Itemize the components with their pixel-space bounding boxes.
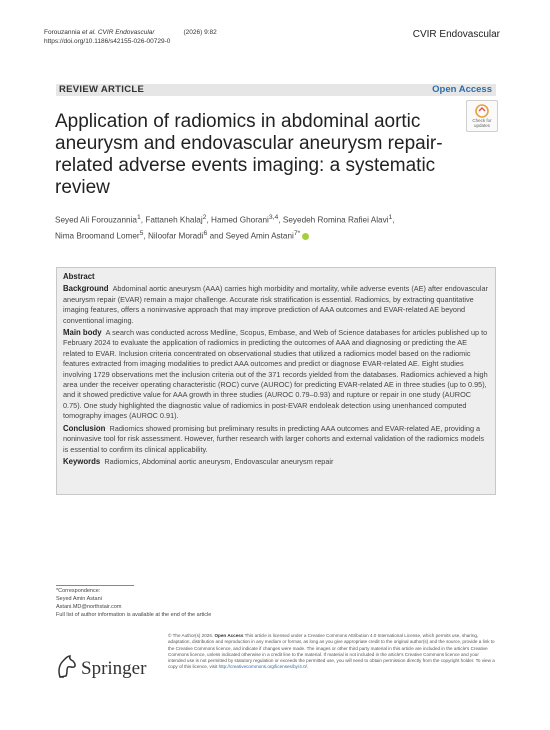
check-for-updates-line1: Check for [472, 118, 492, 123]
check-for-updates-icon [475, 104, 489, 118]
article-type-bar [56, 84, 496, 96]
correspondence-email[interactable]: Astani.MD@northstair.com [56, 604, 122, 610]
citation-year: (2026) 9:82 [183, 29, 217, 36]
author-separator: , [143, 231, 149, 241]
citation-journal: CVIR Endovascular [97, 29, 155, 36]
abstract-main-body [63, 328, 490, 422]
author-affiliation: 5 [139, 229, 144, 237]
journal-name: CVIR Endovascular [412, 29, 500, 40]
copyright-text: © The Author(s) 2026. [168, 633, 214, 638]
keywords-label: Keywords [63, 456, 101, 466]
abstract-keywords [63, 457, 490, 467]
author-list [55, 211, 475, 242]
author-name[interactable]: Seyed Amin Astani [225, 231, 294, 241]
article-title: Application of radiomics in abdominal aortic aneurysm and endovascular aneurysm repair-related adverse events imaging: a systematic review [55, 111, 443, 198]
author-affiliation: 7* [293, 229, 301, 237]
doi-link[interactable]: https://doi.org/10.1186/s42155-026-00729-0 [44, 37, 171, 45]
abstract-heading: Abstract [63, 272, 95, 281]
author-name[interactable]: Niloofar Moradi [148, 231, 204, 241]
keywords-text: Radiomics, Abdominal aortic aneurysm, Endovascular aneurysm repair [104, 456, 334, 466]
author-separator: , [140, 215, 146, 225]
author-affiliation: 6 [203, 229, 208, 237]
springer-wordmark: Springer [81, 658, 147, 679]
correspondence-label: *Correspondence: [56, 588, 101, 594]
conclusion-label: Conclusion [63, 423, 106, 433]
citation-et-al: et al. [80, 29, 98, 36]
background-text: Abdominal aortic aneurysm (AAA) carries high morbidity and mortality, while adverse events (AE) after endovascular aneurysm repair (EVAR) remain a major challenge. Accurate risk stratification is essential. Radiomics, by extracting quantitative imaging features, offers a noninvasive approach that may improve prediction of AAA outcomes and EVAR-related AE beyond conventional imaging. [63, 284, 488, 325]
running-header-citation [44, 29, 217, 46]
affiliations-note: Full list of author information is available at the end of the article [56, 612, 212, 618]
conclusion-text: Radiomics showed promising but preliminary results in predicting AAA outcomes and EVAR-related AE, providing a noninvasive tool for risk assessment. However, further research with larger cohorts and external validation of the radiomics models is essential to confirm its clinical applicability. [63, 423, 484, 454]
author-separator: and [207, 231, 226, 241]
footnote-rule [56, 585, 134, 586]
author-name[interactable]: Fattaneh Khalaj [145, 215, 203, 225]
license-open-access-label: Open Access [214, 633, 244, 638]
abstract-conclusion [63, 424, 490, 455]
open-access-label: Open Access [432, 84, 492, 95]
check-for-updates-badge[interactable] [466, 100, 498, 132]
springer-logo[interactable] [54, 653, 164, 683]
springer-horse-icon [54, 653, 80, 681]
author-name[interactable]: Nima Broomand Lomer [55, 231, 140, 241]
correspondence-footnote [56, 585, 211, 619]
author-affiliation: 2 [202, 214, 207, 221]
license-url-link[interactable]: http://creativecommons.org/licenses/by/4.0/ [218, 664, 307, 670]
check-for-updates-line2: updates [473, 123, 490, 128]
author-affiliation: 3,4 [268, 214, 279, 221]
author-name[interactable]: Seyed Ali Forouzannia [55, 215, 137, 225]
license-statement [168, 633, 496, 671]
author-name[interactable]: Seyedeh Romina Rafiei Alavi [282, 215, 389, 225]
abstract-background [63, 284, 490, 326]
author-affiliation: 1 [136, 214, 141, 221]
abstract-box [56, 267, 496, 495]
article-type-label: REVIEW ARTICLE [59, 84, 145, 95]
orcid-icon[interactable] [302, 233, 309, 240]
author-separator: , [278, 215, 283, 225]
correspondence-name: Seyed Amin Astani [56, 596, 102, 602]
author-separator: , [206, 215, 212, 225]
main-body-label: Main body [63, 328, 102, 338]
citation-authors: Forouzannia [44, 29, 81, 36]
main-body-text: A search was conducted across Medline, Scopus, Embase, and Web of Science databases for articles published up to February 2024 to evaluate the application of radiomics in predicting the outcomes of AAA and diagnosing or predicting the AE related to EVAR. Inclusion criteria concentrated on observational studies that utilized a radiomics model based on the radiomic features extracted from imaging modalities to predict AAA outcomes and predict or diagnose EVAR-related AE. Eight studies involving 1729 observations met the inclusion criteria out of the 371 records yielded from the databases. Radiomics achieved a high area under the receiver operating characteristic (ROC) curve (AUROC) for predicting EVAR-related AE in three studies (up to 0.95), and it showed predictive value for AAA growth in three studies (AUROC 0.79–0.93) and rupture or repair in one study (AUROC 0.75). One study highlighted the diagnostic value of radiomics in post-EVAR endoleak detection using unenhanced computed tomography images (AUROC 0.91). [63, 328, 488, 421]
author-name[interactable]: Hamed Ghorani [211, 215, 269, 225]
license-text: This article is licensed under a Creative Commons Attribution 4.0 International License, which permits use, sharing, adaptation, distribution and reproduction in any medium or format, as long as you give appropriate credit to the original author(s) and the source, provide a link to the Creative Commons licence, and indicate if changes were made. The images or other third party material in this article are included in the article's Creative Commons licence, unless indicated otherwise in a credit line to the material. If material is not included in the article's Creative Commons licence and your intended use is not permitted by statutory regulation or exceeds the permitted use, you will need to obtain permission directly from the copyright holder. To view a copy of this licence, visit [168, 633, 495, 670]
background-label: Background [63, 284, 109, 294]
license-end: . [306, 664, 309, 670]
author-affiliation: 1 [388, 214, 393, 221]
author-separator: , [392, 215, 395, 225]
